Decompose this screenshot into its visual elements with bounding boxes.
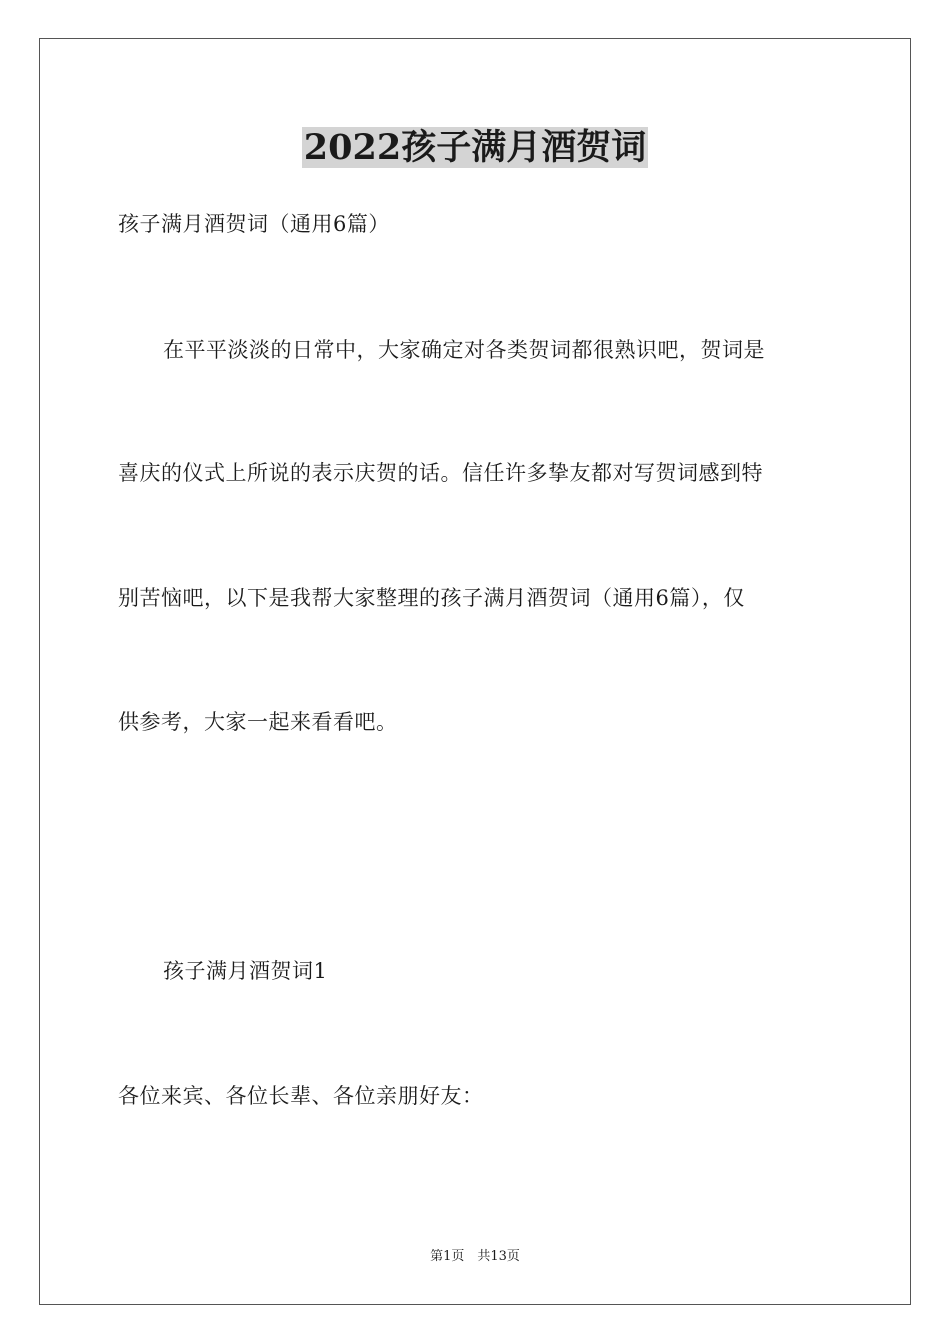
salutation-line: 各位来宾、各位长辈、各位亲朋好友： xyxy=(118,1084,484,1108)
document-subtitle: 孩子满月酒贺词（通用6篇） xyxy=(118,212,390,236)
document-title xyxy=(0,126,950,170)
page-footer: 第1页 共13页 xyxy=(430,1249,520,1264)
section-heading: 孩子满月酒贺词1 xyxy=(163,959,328,983)
intro-line-1: 在平平淡淡的日常中，大家确定对各类贺词都很熟识吧，贺词是 xyxy=(163,338,765,362)
intro-line-3: 别苦恼吧，以下是我帮大家整理的孩子满月酒贺词（通用6篇），仅 xyxy=(118,586,745,610)
intro-line-2: 喜庆的仪式上所说的表示庆贺的话。信任许多挚友都对写贺词感到特 xyxy=(118,461,763,485)
intro-line-4: 供参考，大家一起来看看吧。 xyxy=(118,710,398,734)
document-title-text: 2022孩子满月酒贺词 xyxy=(303,127,647,168)
